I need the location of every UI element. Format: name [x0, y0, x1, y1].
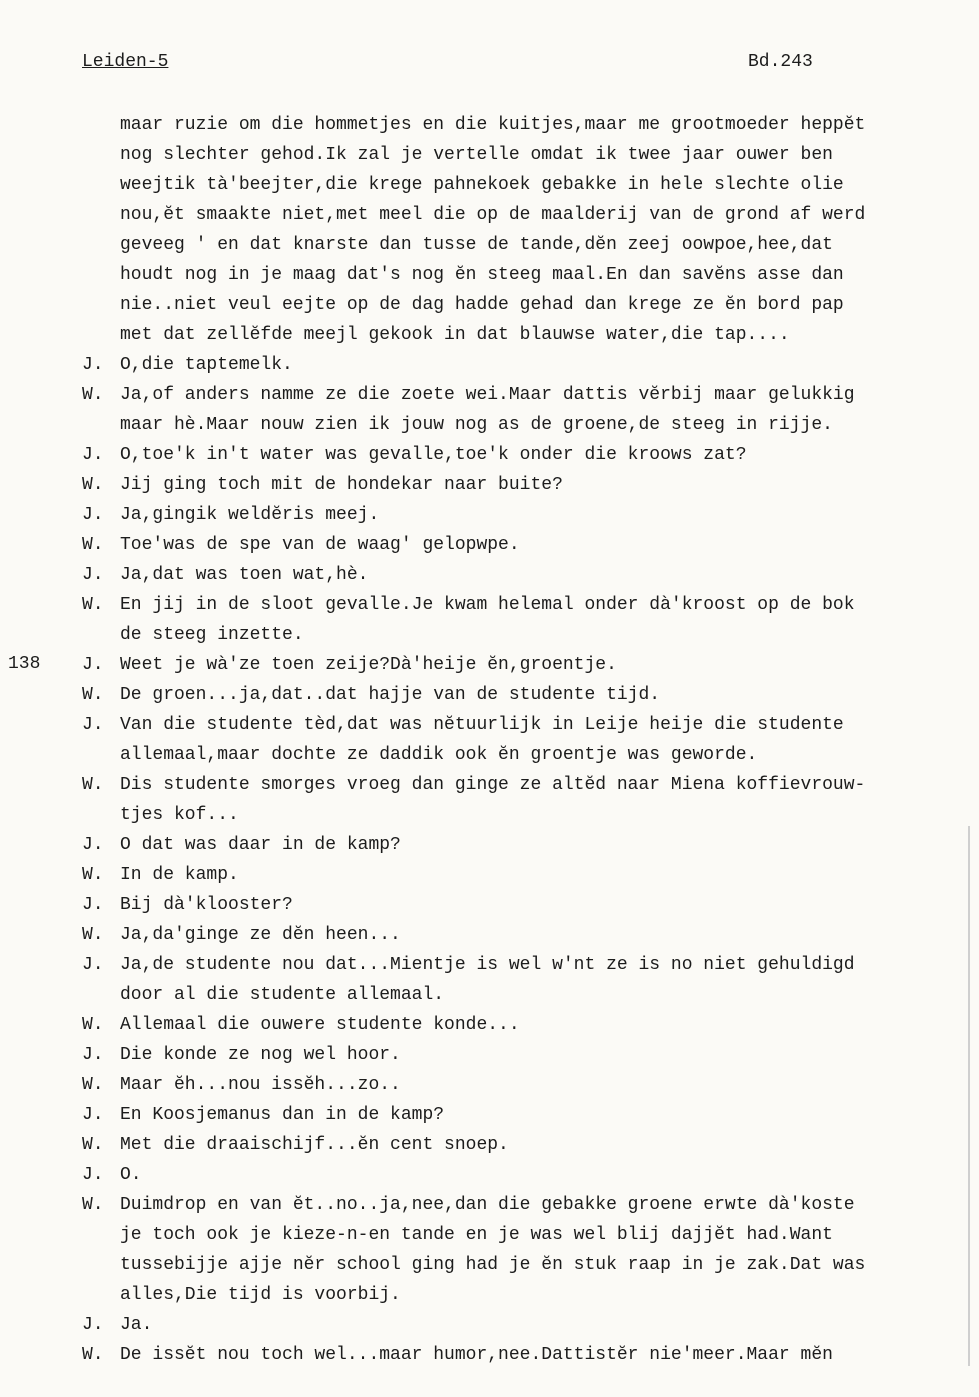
dialogue-turn — [82, 590, 977, 650]
transcript-line: tussebijje ajje nĕr school ging had je ĕn stuk raap in je zak.Dat was — [120, 1255, 866, 1275]
transcript-line: Ja,da'ginge ze dĕn heen... — [120, 925, 401, 945]
speaker-label: J. — [82, 655, 104, 675]
speaker-label: W. — [82, 925, 104, 945]
transcript-line: Ja. — [120, 1315, 153, 1335]
transcript-line: nie..niet veul eejte op de dag hadde gehad dan krege ze ĕn bord pap — [120, 295, 844, 315]
transcript-body — [82, 110, 977, 1370]
speaker-label: W. — [82, 1195, 104, 1215]
dialogue-turn — [82, 1160, 977, 1190]
speaker-label: J. — [82, 955, 104, 975]
tape-reference: Bd.243 — [748, 52, 813, 72]
dialogue-turn — [82, 830, 977, 860]
document-id: Leiden-5 — [82, 52, 169, 72]
transcript-line: je toch ook je kieze-n-en tande en je was wel blij dajjĕt had.Want — [120, 1225, 833, 1245]
transcript-line: maar hè.Maar nouw zien ik jouw nog as de groene,de steeg in rijje. — [120, 415, 833, 435]
speaker-label: J. — [82, 1045, 104, 1065]
transcript-line: weejtik tà'beejter,die krege pahnekoek gebakke in hele slechte olie — [120, 175, 844, 195]
speaker-label: J. — [82, 1165, 104, 1185]
transcript-line: maar ruzie om die hommetjes en die kuitjes,maar me grootmoeder heppĕt — [120, 115, 866, 135]
transcript-line: nog slechter gehod.Ik zal je vertelle omdat ik twee jaar ouwer ben — [120, 145, 833, 165]
transcript-line: alles,Die tijd is voorbij. — [120, 1285, 401, 1305]
transcript-line: geveeg ' en dat knarste dan tusse de tande,dĕn zeej oowpoe,hee,dat — [120, 235, 833, 255]
transcript-line: In de kamp. — [120, 865, 239, 885]
transcript-line: Toe'was de spe van de waag' gelopwpe. — [120, 535, 520, 555]
dialogue-turn — [82, 890, 977, 920]
transcript-line: O. — [120, 1165, 142, 1185]
transcript-line: Van die studente tèd,dat was nĕtuurlijk in Leije heije die studente — [120, 715, 844, 735]
dialogue-turn — [82, 950, 977, 1010]
transcript-line: En jij in de sloot gevalle.Je kwam helemal onder dà'kroost op de bok — [120, 595, 855, 615]
transcript-line: tjes kof... — [120, 805, 239, 825]
transcript-line: Met die draaischijf...ĕn cent snoep. — [120, 1135, 509, 1155]
transcript-line: nou,ĕt smaakte niet,met meel die op de maalderij van de grond af werd — [120, 205, 866, 225]
dialogue-turn — [82, 860, 977, 890]
transcript-line: Ja,of anders namme ze die zoete wei.Maar dattis vĕrbij maar gelukkig — [120, 385, 855, 405]
transcript-line: O dat was daar in de kamp? — [120, 835, 401, 855]
transcript-line: de steeg inzette. — [120, 625, 304, 645]
dialogue-turn — [82, 380, 977, 440]
dialogue-turn — [82, 1130, 977, 1160]
speaker-label: W. — [82, 1345, 104, 1365]
dialogue-turn — [82, 920, 977, 950]
dialogue-turn — [82, 350, 977, 380]
speaker-label: J. — [82, 1105, 104, 1125]
speaker-label: W. — [82, 385, 104, 405]
dialogue-turn — [82, 470, 977, 500]
speaker-label: J. — [82, 895, 104, 915]
speaker-label: W. — [82, 475, 104, 495]
dialogue-turn — [82, 680, 977, 710]
transcript-line: De issĕt nou toch wel...maar humor,nee.Dattistĕr nie'meer.Maar mĕn — [120, 1345, 833, 1365]
speaker-label: J. — [82, 445, 104, 465]
transcript-line: Maar ĕh...nou issĕh...zo.. — [120, 1075, 401, 1095]
speaker-label: J. — [82, 715, 104, 735]
dialogue-turn — [82, 1010, 977, 1040]
transcript-line: met dat zellĕfde meejl gekook in dat blauwse water,die tap.... — [120, 325, 790, 345]
dialogue-turn — [82, 530, 977, 560]
speaker-label: J. — [82, 355, 104, 375]
transcript-line: Ja,de studente nou dat...Mientje is wel w'nt ze is no niet gehuldigd — [120, 955, 855, 975]
dialogue-turn — [82, 110, 977, 350]
transcript-line: En Koosjemanus dan in de kamp? — [120, 1105, 445, 1125]
dialogue-turn — [82, 1190, 977, 1310]
transcript-line: Dis studente smorges vroeg dan ginge ze altĕd naar Miena koffievrouw- — [120, 775, 866, 795]
transcript-line: O,die taptemelk. — [120, 355, 293, 375]
dialogue-turn — [82, 650, 977, 680]
speaker-label: J. — [82, 565, 104, 585]
speaker-label: J. — [82, 505, 104, 525]
transcript-line: Ja,dat was toen wat,hè. — [120, 565, 369, 585]
speaker-label: W. — [82, 685, 104, 705]
dialogue-turn — [82, 1100, 977, 1130]
speaker-label: W. — [82, 1075, 104, 1095]
transcript-line: De groen...ja,dat..dat hajje van de studente tijd. — [120, 685, 661, 705]
margin-counter: 138 — [8, 654, 41, 674]
transcript-line: houdt nog in je maag dat's nog ĕn steeg maal.En dan savĕns asse dan — [120, 265, 844, 285]
dialogue-turn — [82, 1310, 977, 1340]
dialogue-turn — [82, 500, 977, 530]
transcript-line: Bij dà'klooster? — [120, 895, 293, 915]
dialogue-turn — [82, 1340, 977, 1370]
dialogue-turn — [82, 560, 977, 590]
transcript-line: Ja,gingik weldĕris meej. — [120, 505, 380, 525]
speaker-label: W. — [82, 775, 104, 795]
transcript-line: Weet je wà'ze toen zeije?Dà'heije ĕn,groentje. — [120, 655, 617, 675]
dialogue-turn — [82, 1040, 977, 1070]
speaker-label: W. — [82, 535, 104, 555]
speaker-label: W. — [82, 595, 104, 615]
speaker-label: W. — [82, 1015, 104, 1035]
transcript-line: O,toe'k in't water was gevalle,toe'k onder die kroows zat? — [120, 445, 747, 465]
transcript-line: allemaal,maar dochte ze daddik ook ĕn groentje was geworde. — [120, 745, 758, 765]
transcript-line: Jij ging toch mit de hondekar naar buite? — [120, 475, 563, 495]
dialogue-turn — [82, 440, 977, 470]
transcript-line: Die konde ze nog wel hoor. — [120, 1045, 401, 1065]
speaker-label: J. — [82, 1315, 104, 1335]
speaker-label: W. — [82, 865, 104, 885]
speaker-label: W. — [82, 1135, 104, 1155]
dialogue-turn — [82, 770, 977, 830]
dialogue-turn — [82, 710, 977, 770]
transcript-line: Duimdrop en van ĕt..no..ja,nee,dan die gebakke groene erwte dà'koste — [120, 1195, 855, 1215]
dialogue-turn — [82, 1070, 977, 1100]
speaker-label: J. — [82, 835, 104, 855]
transcript-line: door al die studente allemaal. — [120, 985, 445, 1005]
transcript-line: Allemaal die ouwere studente konde... — [120, 1015, 520, 1035]
